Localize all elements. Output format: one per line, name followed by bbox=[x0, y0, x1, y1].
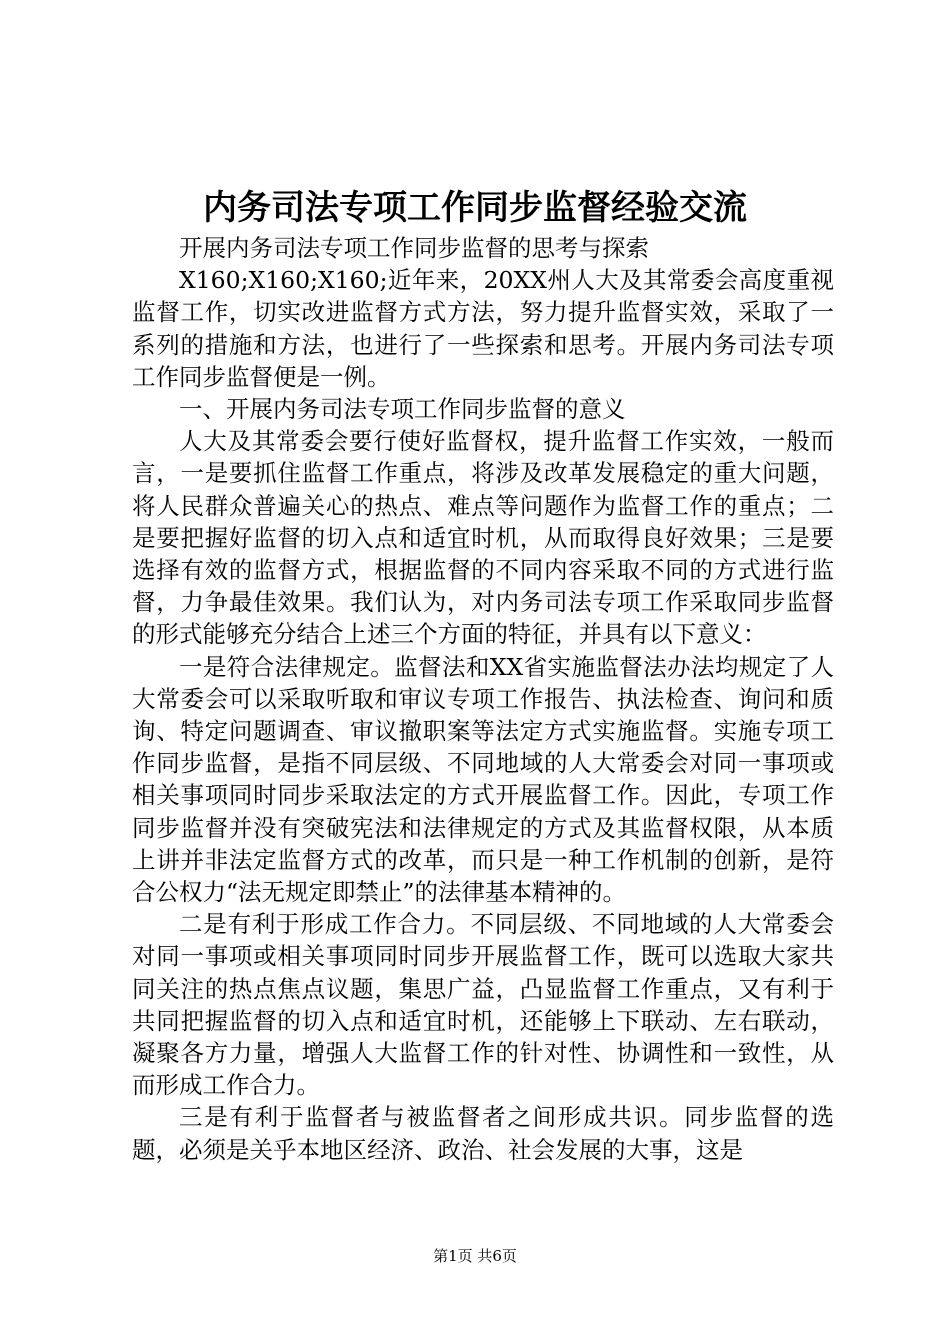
paragraph-heading-1: 一、开展内务司法专项工作同步监督的意义 bbox=[179, 395, 626, 424]
page-footer: 第1页 共6页 bbox=[433, 1247, 517, 1265]
paragraph: 三是有利于监督者与被监督者之间形成共识。同步监督的选题，必须是关乎本地区经济、政治、社会发展的大事，这是 bbox=[132, 1103, 834, 1164]
paragraph: 人大及其常委会要行使好监督权，提升监督工作实效，一般而言，一是要抓住监督工作重点，将涉及改革发展稳定的重大问题，将人民群众普遍关心的热点、难点等问题作为监督工作的重点；二是要把握好监督的切入点和适宜时机，从而取得良好效果；三是要选择有效的监督方式，根据监督的不同内容采取不同的方式进行监督，力争最佳效果。我们认为，对内务司法专项工作采取同步监督的形式能够充分结合上述三个方面的特征，并具有以下意义： bbox=[132, 427, 834, 649]
paragraph-subtitle: 开展内务司法专项工作同步监督的思考与探索 bbox=[179, 234, 649, 262]
document-body bbox=[132, 232, 834, 1166]
paragraph-intro: X160;X160;X160;近年来，20XX州人大及其常委会高度重视监督工作，切实改进监督方式方法，努力提升监督实效，采取了一系列的措施和方法，也进行了一些探索和思考。开展内务司法专项工作同步监督便是一例。 bbox=[132, 266, 834, 391]
paragraph: 二是有利于形成工作合力。不同层级、不同地域的人大常委会对同一事项或相关事项同时同步开展监督工作，既可以选取大家共同关注的热点焦点议题，集思广益，凸显监督工作重点，又有利于共同把握监督的切入点和适宜时机，还能够上下联动、左右联动，凝聚各方力量，增强人大监督工作的针对性、协调性和一致性，从而形成工作合力。 bbox=[132, 910, 834, 1100]
paragraph: 一是符合法律规定。监督法和XX省实施监督法办法均规定了人大常委会可以采取听取和审议专项工作报告、执法检查、询问和质询、特定问题调查、审议撤职案等法定方式实施监督。实施专项工作同步监督，是指不同层级、不同地域的人大常委会对同一事项或相关事项同时同步采取法定的方式开展监督工作。因此，专项工作同步监督并没有突破宪法和法律规定的方式及其监督权限，从本质上讲并非法定监督方式的改革，而只是一种工作机制的创新，是符合公权力“法无规定即禁止”的法律基本精神的。 bbox=[132, 652, 834, 907]
document-title: 内务司法专项工作同步监督经验交流 bbox=[203, 188, 747, 228]
